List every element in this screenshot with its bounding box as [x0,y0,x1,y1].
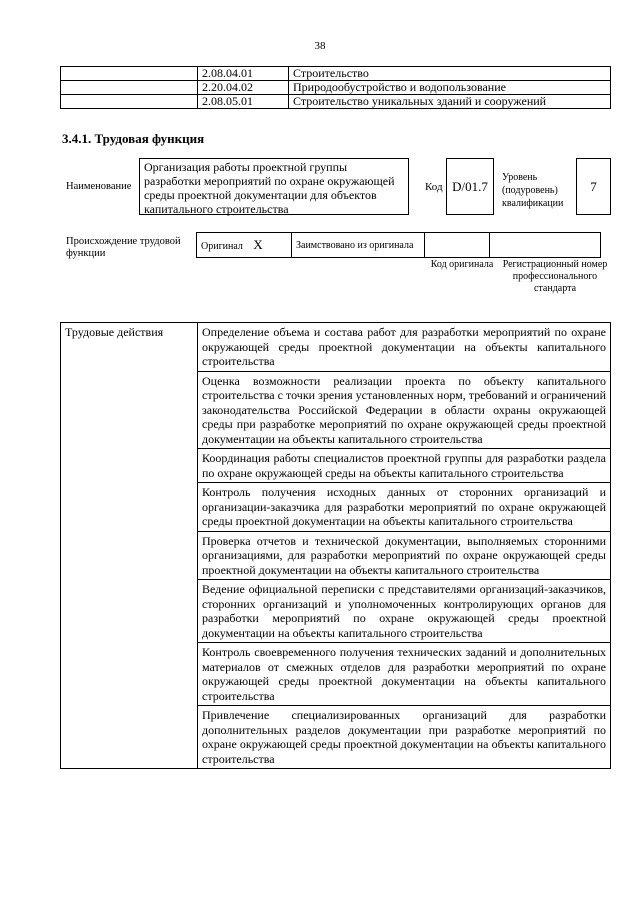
original-label: Оригинал [201,241,243,252]
labor-action-item: Ведение официальной переписки с представителями организаций-заказчиков, сторонних организаций и уполномоченных контролирующих органов для разработки мероприятий по охране окружающей среды проектной документации на объекты капитального строительства [198,580,611,643]
labor-action-item: Контроль получения исходных данных от сторонних организаций и организации-заказчика для разработки мероприятий по охране окружающей среды проектной документации на объекты капитального строительства [198,483,611,532]
reg-number-cell [490,233,601,258]
code-cell: 2.08.05.01 [198,95,289,109]
reg-number-caption: Регистрационный номер профессионального стандарта [502,259,608,294]
name-cell: Природообустройство и водопользование [289,81,611,95]
labor-actions-table [60,322,611,769]
labor-action-item: Проверка отчетов и технической документации, выполняемых сторонними организациями, для разработки мероприятий по охране окружающей среды проектной документации на объекты капитального строительства [198,531,611,580]
level-label: Уровень (подуровень) квалификации [502,172,564,209]
code-original-cell [425,233,490,258]
code-label: Код [425,181,443,193]
table-row [61,81,611,95]
original-mark: X [253,237,263,252]
labor-actions-label: Трудовые действия [61,323,198,769]
origin-table [196,232,601,258]
qualification-level: 7 [576,158,611,215]
naming-label: Наименование [66,181,132,192]
function-name: Организация работы проектной группы разработки мероприятий по охране окружающей среды проектной документации для объектов капитального строительства [139,158,409,215]
labor-action-item: Оценка возможности реализации проекта по объекту капитального строительства с точки зрения установленных норм, требований и ограничений законодательства Российской Федерации в области охраны окружающей среды при разработке мероприятий по охране окружающей среды проектной документации на объекты капитального строительства [198,371,611,449]
table-row [61,323,611,372]
code-cell: 2.08.04.01 [198,67,289,81]
empty-cell [61,81,198,95]
page-number: 38 [314,40,326,52]
original-cell [197,233,292,258]
function-code: D/01.7 [446,158,494,215]
name-cell: Строительство [289,67,611,81]
table-row [61,67,611,81]
codes-table [60,66,611,109]
code-original-caption: Код оригинала [430,259,494,270]
labor-action-item: Привлечение специализированных организаций для разработки дополнительных разделов документации при разработке мероприятий по охране окружающей среды проектной документации на объекты капитального строительства [198,706,611,769]
labor-action-item: Координация работы специалистов проектной группы для разработки раздела по охране окружающей среды на объекты капитального строительства [198,449,611,483]
table-row [61,95,611,109]
section-heading: 3.4.1. Трудовая функция [62,131,205,146]
borrowed-cell: Заимствовано из оригинала [292,233,425,258]
labor-action-item: Определение объема и состава работ для разработки мероприятий по охране окружающей среды проектной документации на объекты капитального строительства [198,323,611,372]
empty-cell [61,95,198,109]
code-cell: 2.20.04.02 [198,81,289,95]
table-row [197,233,601,258]
labor-action-item: Контроль своевременного получения технических заданий и дополнительных материалов от смежных отделов для разработки мероприятий по охране окружающей среды проектной документации на объекты капитального строительства [198,643,611,706]
origin-label: Происхождение трудовой функции [66,236,181,259]
empty-cell [61,67,198,81]
name-cell: Строительство уникальных зданий и сооружений [289,95,611,109]
